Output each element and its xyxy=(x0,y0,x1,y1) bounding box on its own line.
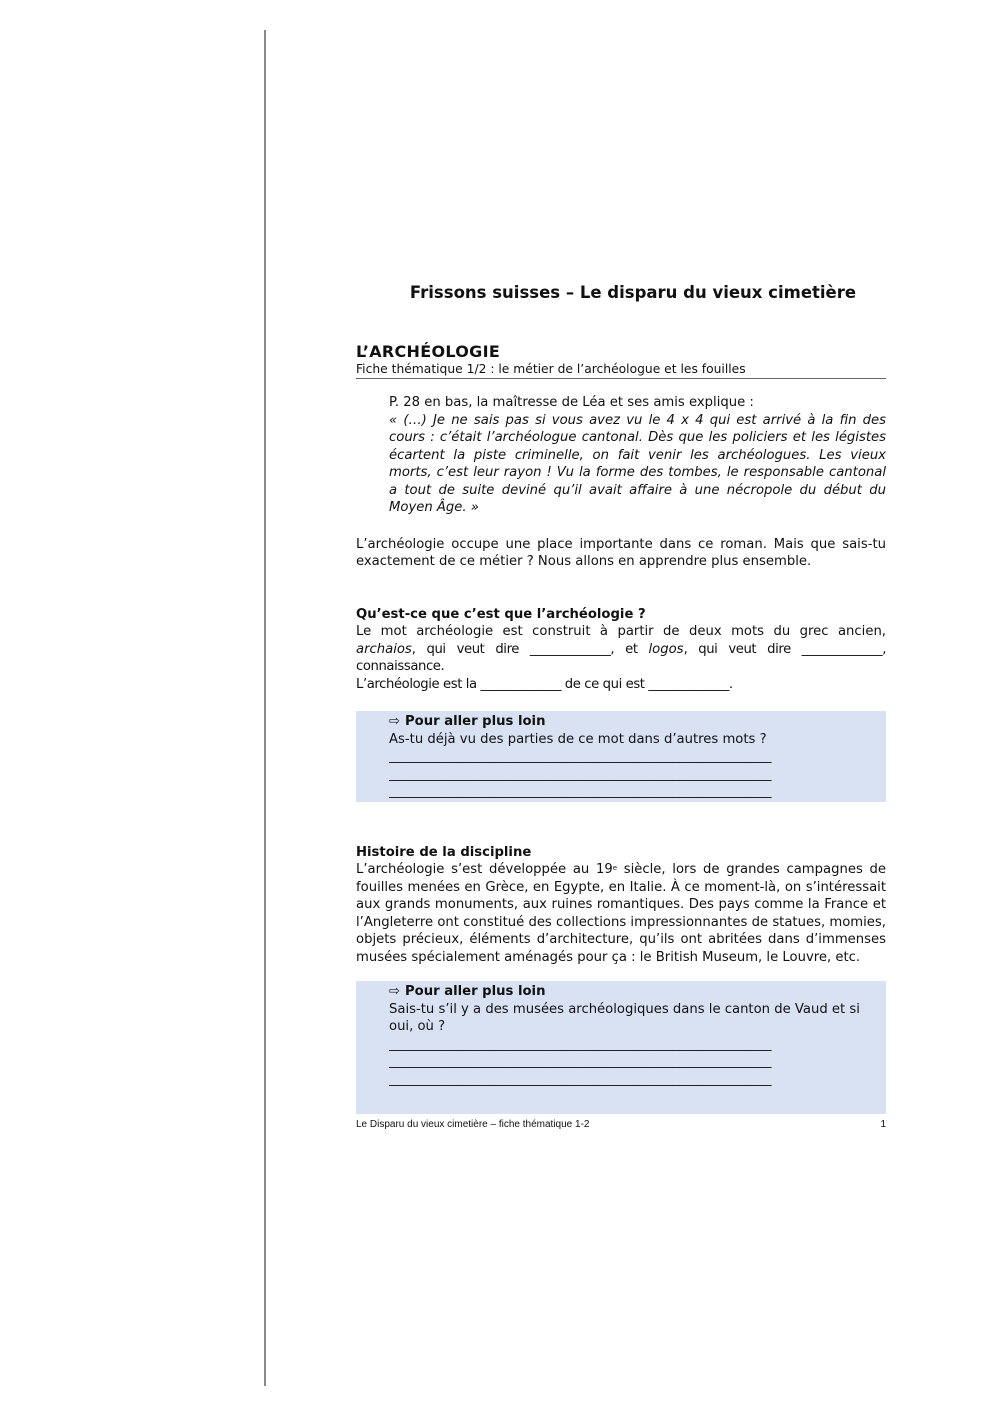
history-superscript: e xyxy=(612,864,618,872)
further-box-1-label: Pour aller plus loin xyxy=(405,714,546,729)
further-box-2-label: Pour aller plus loin xyxy=(405,984,546,999)
page-margin-line xyxy=(264,30,266,1386)
answer-line[interactable]: __________________________________________________________ xyxy=(389,1054,772,1069)
answer-line[interactable]: __________________________________________________________ xyxy=(389,784,772,799)
etymology-blank-1[interactable]: , qui veut dire _____________, et xyxy=(411,641,649,657)
further-box-2-title xyxy=(389,983,886,1001)
answer-line[interactable]: __________________________________________________________ xyxy=(389,749,772,764)
answer-line[interactable]: __________________________________________________________ xyxy=(389,1071,772,1087)
right-arrow-icon: ⇨ xyxy=(389,984,401,999)
page-number: 1 xyxy=(880,1119,886,1130)
etymology-blank-2[interactable]: , qui veut dire _____________, connaissance. xyxy=(356,641,886,674)
answer-line[interactable]: __________________________________________________________ xyxy=(389,766,772,782)
further-box-1 xyxy=(356,711,886,802)
answer-line[interactable]: __________________________________________________________ xyxy=(389,1036,772,1052)
quote-lead: P. 28 en bas, la maîtresse de Léa et ses amis explique : xyxy=(389,395,754,410)
right-arrow-icon: ⇨ xyxy=(389,714,401,729)
history-heading: Histoire de la discipline xyxy=(356,844,532,860)
history-text-a: L’archéologie s’est développée au 19 xyxy=(356,862,613,877)
document-page xyxy=(356,282,886,1131)
quote-text: « (…) Je ne sais pas si vous avez vu le 4 x 4 qui est arrivé à la fin des cours : c’était l’archéologue cantonal. Dès que les policiers et les légistes écartent la piste criminelle, on fait venir les archéologues. Les vieux morts, c’est leur rayon ! Vu la forme des tombes, le responsable cantonal a tout de suite deviné qu’il avait affaire à une nécropole du début du Moyen Âge. » xyxy=(389,412,886,515)
history-text-b: siècle, lors de grandes campagnes de fouilles menées en Grèce, en Egypte, en Italie. À ce moment-là, on s’intéressait aux grands monuments, aux ruines romantiques. Des pays comme la France et l’Angleterre ont constitué des collections impressionnantes de statues, momies, objets précieux, éléments d’architecture, qu’ils ont abritées dans d’immenses musées spécialement aménagés pour ça : le British Museum, le Louvre, etc. xyxy=(356,862,886,965)
page-footer xyxy=(356,1118,886,1131)
footer-text: Le Disparu du vieux cimetière – fiche thématique 1-2 xyxy=(356,1119,590,1130)
definition-fill-in[interactable]: L’archéologie est la _____________ de ce qui est _____________. xyxy=(356,676,733,692)
document-title: Frissons suisses – Le disparu du vieux cimetière xyxy=(409,283,857,302)
intro-paragraph: L’archéologie occupe une place importante dans ce roman. Mais que sais-tu exactement de ce métier ? Nous allons en apprendre plus ensemble. xyxy=(356,536,886,569)
history-paragraph xyxy=(356,861,886,966)
etymology-word-logos: logos xyxy=(648,641,684,657)
further-box-1-question: As-tu déjà vu des parties de ce mot dans d’autres mots ? xyxy=(389,731,767,747)
further-box-1-title xyxy=(389,713,886,731)
further-box-2 xyxy=(356,981,886,1114)
further-box-2-question: Sais-tu s’il y a des musées archéologiques dans le canton de Vaud et si oui, où ? xyxy=(389,1001,860,1034)
question-heading: Qu’est-ce que c’est que l’archéologie ? xyxy=(356,606,646,622)
section-subtitle: Fiche thématique 1/2 : le métier de l’archéologue et les fouilles xyxy=(356,362,886,379)
section-title: L’ARCHÉOLOGIE xyxy=(356,342,501,361)
etymology-paragraph xyxy=(356,623,886,676)
etymology-text-a: Le mot archéologie est construit à partir de deux mots du grec ancien, xyxy=(356,624,886,639)
quote-block xyxy=(389,394,886,517)
etymology-word-archaios: archaios xyxy=(356,641,412,657)
